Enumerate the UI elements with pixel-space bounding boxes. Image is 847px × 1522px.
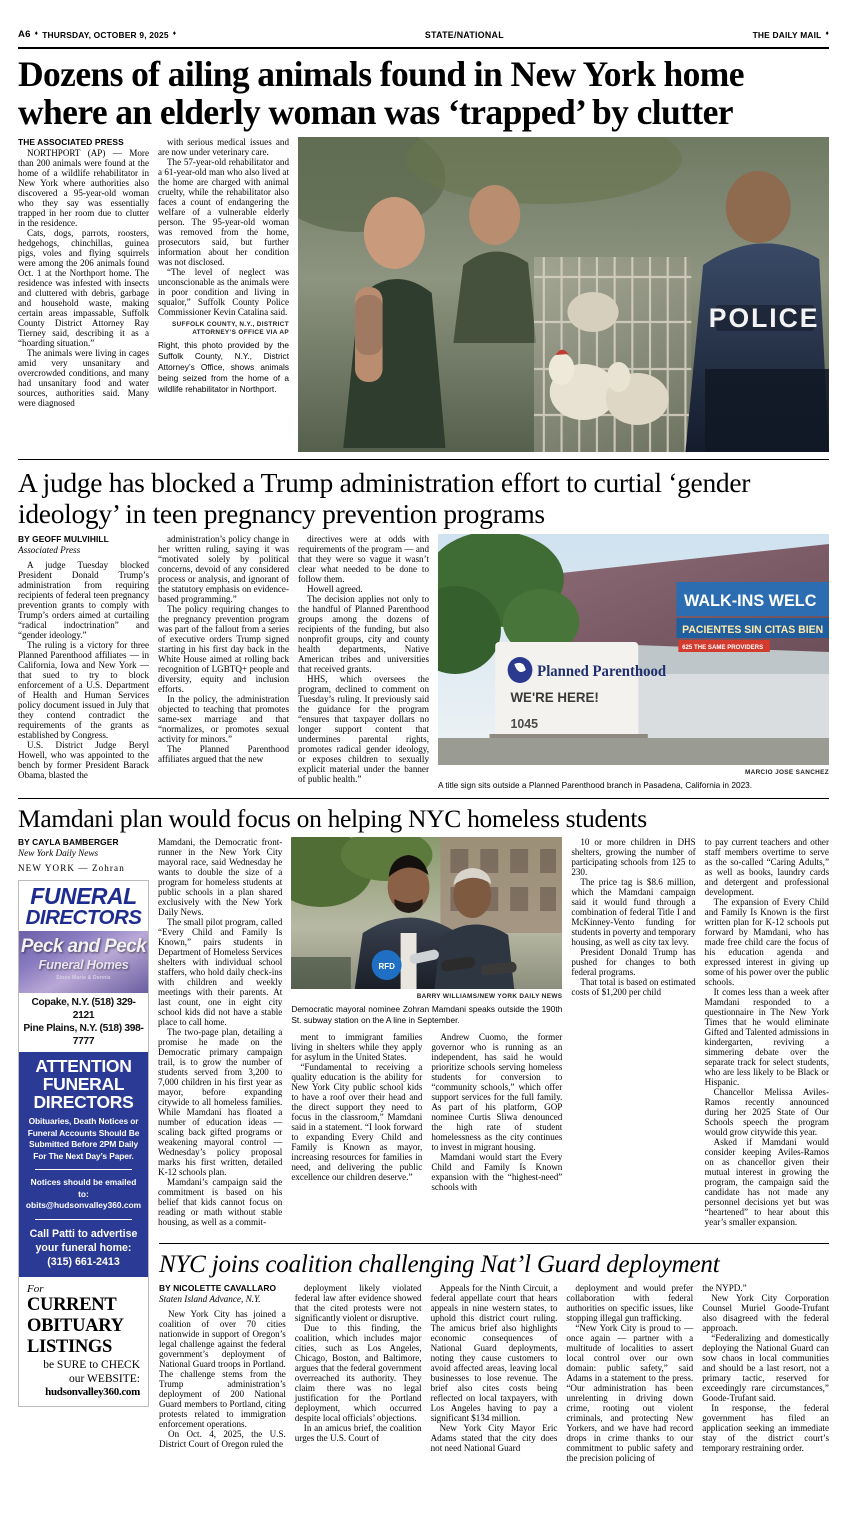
article3-source: New York Daily News bbox=[18, 848, 99, 859]
article3-column-3 bbox=[291, 1032, 422, 1192]
svg-text:RFD: RFD bbox=[378, 962, 396, 972]
paragraph: NEW YORK — Zohran bbox=[18, 863, 125, 874]
article4-separator bbox=[159, 1243, 829, 1244]
article4-column-5 bbox=[702, 1283, 829, 1463]
paragraph: A judge Tuesday blocked President Donald Trump’s administration from requiring recipients of federal teen pregnancy prevention grants to comply with Trump’s orders aimed at curtailing “radical indoctrination” and “gender ideology.” bbox=[18, 560, 149, 641]
article4-headline: NYC joins coalition challenging Nat’l Guard deployment bbox=[159, 1251, 720, 1278]
paragraph: HHS, which oversees the program, declined to comment on Tuesday’s ruling. It previously said the guidance for the program “ensures that taxpayer dollars no longer support content that undermines parental rights, promotes radical gender ideology, or exposes children to sexually explicit material under the banner of public health.” bbox=[298, 674, 429, 785]
paragraph: The Planned Parenthood affiliates argued that the new bbox=[158, 744, 289, 765]
article1-photo-credit: SUFFOLK COUNTY, N.Y., DISTRICT ATTORNEY’S OFFICE VIA AP bbox=[171, 321, 289, 337]
paragraph: “Fundamental to receiving a quality education is the ability for New York City public school kids to have a roof over their head and the direct support they need to focus in the classroom,” Mamdani said in a statement. “I look forward to expanding Every Child and Family is Known as mayor, increasing resources for families in need, and delivering the public excellence our children deserve.” bbox=[291, 1062, 423, 1183]
ad-attention-line3: DIRECTORS bbox=[33, 1091, 134, 1112]
paragraph: with serious medical issues and are now under veterinary care. bbox=[158, 137, 289, 158]
page-masthead bbox=[18, 0, 829, 45]
paragraph: ment to immigrant families living in shelters while they apply for asylum in the United States. bbox=[291, 1032, 423, 1063]
paragraph: The decision applies not only to the handful of Planned Parenthood groups among the dozens of recipients of the funding, but also nonprofit groups, city and county health departments, Native American tribes and universities that received grants. bbox=[298, 594, 429, 675]
paragraph: President Donald Trump has pushed for changes to both federal programs. bbox=[571, 947, 696, 978]
svg-text:1045: 1045 bbox=[510, 717, 539, 732]
paragraph: 10 or more children in DHS shelters, growing the number of participating schools from 125 to 230. bbox=[571, 837, 696, 878]
svg-text:625 THE SAME PROVIDERS: 625 THE SAME PROVIDERS bbox=[682, 644, 764, 652]
article4-source: Staten Island Advance, N.Y. bbox=[159, 1293, 261, 1304]
funeral-directors-ad[interactable] bbox=[18, 880, 149, 1407]
article1-headline: Dozens of ailing animals found in New York home where an elderly woman was ‘trapped’ by clutter bbox=[18, 54, 744, 132]
paragraph: The 57-year-old rehabilitator and a 61-year-old man who also lived at the home are charged with animal cruelty, while the rehabilitator also faces a count of endangering the welfare of a vulnerable elderly person. The 95-year-old woman was removed from the home, prosecutors said, but further information about her condition was not disclosed. bbox=[158, 157, 289, 268]
svg-text:WE'RE HERE!: WE'RE HERE! bbox=[510, 690, 599, 706]
paragraph: NORTHPORT (AP) — More than 200 animals were found at the home of a wildlife rehabilitator in New York where authorities also discovered a 95-year-old woman who they say was essentially trapped in her room due to clutter in the residence. bbox=[18, 148, 149, 229]
article1-separator bbox=[18, 459, 829, 460]
ad-obit-check2: our WEBSITE: bbox=[68, 1373, 140, 1386]
article4-column-2 bbox=[295, 1283, 422, 1463]
ad-funeral-title bbox=[19, 881, 148, 930]
article3-column-1 bbox=[18, 837, 149, 1407]
photo2-sign-walkins: WALK-INS WELC bbox=[684, 591, 817, 611]
article1-column-1 bbox=[18, 137, 149, 452]
paragraph: The small pilot program, called “Every Child and Family Is Known,” pairs students in Department of Homeless Services shelters with individual school staffers, who hold daily check-ins with children and weekly meetings with their parents. At last count, one in eight city school kids did not have a stable place to call home. bbox=[158, 917, 283, 1028]
ad-attention-sub: Obituaries, Death Notices or Funeral Accounts Should Be Submitted Before 2PM Daily For The Next Day’s Paper. bbox=[27, 1116, 140, 1161]
ad-phone-block[interactable] bbox=[19, 993, 148, 1052]
article1-caption: Right, this photo provided by the Suffolk County, N.Y., District Attorney’s Office, shows animals being seized from the home of a wildlife rehabilitator in Northport. bbox=[158, 340, 289, 395]
ad-funeral-line1: FUNERAL bbox=[30, 883, 137, 910]
article3-center-columns bbox=[291, 1032, 562, 1192]
paragraph: It comes less than a week after Mamdani responded to a questionnaire in The New York Times that he would eliminate Gifted and Talented admissions in kindergarten, reviving a simmering debate over the separate track for select students, who are less likely to be Black or Hispanic. bbox=[704, 987, 829, 1088]
svg-text:PACIENTES SIN CITAS BIEN: PACIENTES SIN CITAS BIEN bbox=[682, 624, 824, 637]
article1-photo-wrap bbox=[298, 137, 829, 452]
ad-email-address[interactable]: obits@hudsonvalley360.com bbox=[25, 1200, 142, 1211]
ad-email-label: Notices should be emailed to: bbox=[30, 1177, 137, 1199]
paragraph: Asked if Mamdani would consider keeping Aviles-Ramos on as chancellor given their mutual interest in growing the program, the campaign said the candidate has not made any personnel decisions yet but was “heartened” to hear about this year’s smaller expansion. bbox=[704, 1137, 829, 1228]
article4-wrap bbox=[159, 1243, 829, 1463]
article3-photo bbox=[291, 837, 562, 989]
paragraph: Appeals for the Ninth Circuit, a federal appellate court that hears appeals in nine western states, to uphold this district court ruling. The amicus brief also highlights economic consequences of National Guard deployments, noting they cause customers to avoid affected areas, leaving local businesses to lose revenue. The brief also cites costs being reflected on local taxpayers, with Los Angeles having to pay a significant $134 million. bbox=[430, 1282, 558, 1423]
paragraph: Mamdani would start the Every Child and Family Is Known expansion with the “highest-need” schools with bbox=[431, 1152, 563, 1193]
paragraph: The expansion of Every Child and Family Is Known is the first written plan for K-12 schools put forward by Mamdani, who has made free child care the focus of his education agenda and expressed interest in giving up some of his power over the public schools. bbox=[704, 897, 829, 988]
ad-divider bbox=[35, 1219, 132, 1220]
ad-obit-for: For bbox=[27, 1282, 44, 1295]
article4-body bbox=[159, 1283, 829, 1463]
article2-photo-credit: MARCIO JOSE SANCHEZ bbox=[744, 769, 829, 777]
ad-peck-name: Peck and Peck bbox=[20, 935, 147, 957]
diamond-icon: ♦ bbox=[825, 29, 829, 37]
article2-column-3 bbox=[298, 534, 429, 791]
paragraph: administration’s policy change in her written ruling, saying it was “motivated solely by political concerns, devoid of any considered process or analysis, and ignorant of the statutory emphasis on evidence-based programming.” bbox=[158, 534, 289, 605]
article2-photo bbox=[438, 534, 829, 765]
paragraph: “Federalizing and domestically deploying the National Guard can sow chaos in local communities and should be a last resort, not a primary tactic, reserved for exceedingly rare circumstances,” Goode-Trufant said. bbox=[702, 1332, 829, 1403]
article2-caption: A title sign sits outside a Planned Parenthood branch in Pasadena, California in 2023. bbox=[438, 780, 753, 791]
article4-column-4 bbox=[566, 1283, 693, 1463]
paragraph: In an amicus brief, the coalition urges the U.S. Court of bbox=[294, 1422, 422, 1443]
ad-obit-line3: LISTINGS bbox=[27, 1337, 113, 1358]
paragraph: deployment likely violated federal law after evidence showed that the cited protests were not significantly violent or disruptive. bbox=[294, 1282, 422, 1323]
paragraph: New York City Mayor Eric Adams stated that the city does not need National Guard bbox=[430, 1422, 558, 1453]
article2-column-1 bbox=[18, 534, 149, 791]
paragraph: New York City Corporation Counsel Muriel Goode-Trufant also disagreed with the federal approach. bbox=[702, 1292, 829, 1333]
article3-caption: Democratic mayoral nominee Zohran Mamdani speaks outside the 190th St. subway station on the A line in September. bbox=[291, 1004, 563, 1026]
section-title: STATE/NATIONAL bbox=[424, 29, 504, 40]
paragraph: The ruling is a victory for three Planned Parenthood affiliates — in California, Iowa and New York — that sued to try to block enforcement of a U.S. Department of Health and Human Services policy document issued in July that they contend contradict the requirements of the grants as established by Congress. bbox=[18, 640, 149, 741]
masthead-left bbox=[18, 29, 176, 40]
ad-obit-line1: CURRENT bbox=[27, 1294, 117, 1315]
article1-body bbox=[18, 137, 829, 452]
paragraph: The two-page plan, detailing a promise he made on the Democratic primary campaign trail, is to grow the number of students served from 3,200 to 7,000 children in his first year as mayor, before expanding citywide to all homeless families. While Mamdani has floated a number of education ideas — scaling back gifted programs or weakening mayoral control — Wednesday’s policy proposal marks his first written, detailed K-12 schools plan. bbox=[158, 1027, 283, 1178]
ad-peck-subtitle: Funeral Homes bbox=[38, 956, 129, 972]
article2-body bbox=[18, 534, 829, 791]
paragraph: Cats, dogs, parrots, roosters, hedgehogs, chinchillas, guinea pigs, voles and flying squirrels were among the 206 animals found Oct. 1 at the Northport home. The residence was infested with insects and cluttered with debris, garbage and household waste, making certain areas impassable, Suffolk County District Attorney Ray Tierney said, describing it as a “hoarding situation.” bbox=[18, 228, 149, 349]
peck-and-peck-banner bbox=[19, 931, 148, 993]
article3-headline: Mamdani plan would focus on helping NYC homeless students bbox=[18, 804, 647, 834]
paragraph: Mamdani’s campaign said the commitment is based on his belief that kids cannot focus on reading or math without stable housing, as well as a commit- bbox=[158, 1177, 283, 1228]
article2-source: Associated Press bbox=[18, 545, 81, 556]
article1-byline: THE ASSOCIATED PRESS bbox=[18, 137, 124, 148]
ad-obit-check1: be SURE to CHECK bbox=[43, 1359, 140, 1372]
paragraph: Mamdani, the Democratic front-runner in the New York City mayoral race, said Wednesday he wants to double the size of a program for homeless students at public schools in a plan shared exclusively with the New York Daily News. bbox=[158, 837, 283, 918]
article3-byline: BY CAYLA BAMBERGER bbox=[18, 837, 119, 848]
publication-name: THE DAILY MAIL bbox=[752, 29, 822, 40]
article3-photo-credit: BARRY WILLIAMS/NEW YORK DAILY NEWS bbox=[416, 993, 563, 1001]
masthead-date: THURSDAY, OCTOBER 9, 2025 bbox=[42, 29, 169, 40]
ad-divider bbox=[35, 1169, 132, 1170]
article1-column-2 bbox=[158, 137, 289, 452]
paragraph: directives were at odds with requirements of the program — and that they were so vague it wasn’t clear what needed to be done to follow them. bbox=[298, 534, 429, 585]
paragraph: In the policy, the administration objected to teaching that promotes same-sex marriage and that “normalizes, or promotes sexual activity for minors.” bbox=[158, 694, 289, 745]
masthead-rule bbox=[18, 47, 829, 49]
paragraph: the NYPD.” bbox=[702, 1282, 747, 1293]
article4-column-1 bbox=[159, 1283, 286, 1463]
page-number: A6 bbox=[18, 29, 31, 40]
paragraph: Andrew Cuomo, the former governor who is running as an independent, has said he would prioritize schools serving homeless students for conversion to “community schools,” which offer support services for the full family. As part of his platform, GOP nominee Curtis Sliwa denounced the high rate of student homelessness as the city continues to invest in migrant housing. bbox=[431, 1032, 563, 1153]
article2-byline: BY GEOFF MULVIHILL bbox=[18, 534, 109, 545]
ad-attention-line1: ATTENTION bbox=[35, 1055, 132, 1076]
paragraph: On Oct. 4, 2025, the U.S. District Court of Oregon ruled the bbox=[159, 1428, 286, 1449]
article3-column-4 bbox=[431, 1032, 562, 1192]
article2-headline: A judge has blocked a Trump administration effort to curtial ‘gender ideology’ in teen pregnancy prevention programs bbox=[18, 467, 751, 530]
svg-text:Planned Parenthood: Planned Parenthood bbox=[537, 664, 667, 681]
article4-column-3 bbox=[431, 1283, 558, 1463]
paragraph: The animals were living in cages amid very unsanitary and overcrowded conditions, and many had unsanitary food and water sources, authorities said. Many were diagnosed bbox=[18, 348, 149, 409]
paragraph: The policy requiring changes to the pregnancy prevention program was part of the fallout from a series of executive orders Trump signed starting in his first day back in the White House aimed at rolling back recognition of LGBTQ+ people and diversity, equity and inclusion efforts. bbox=[158, 604, 289, 695]
ad-phone-pineplains[interactable]: Pine Plains, N.Y. (518) 398-7777 bbox=[23, 1022, 144, 1047]
paragraph: New York City has joined a coalition of over 70 cities nationwide in support of Oregon’s legal challenge against the federal government’s deployment of National Guard troops in Portland. The challenge stems from the Trump administration’s deployment of 200 National Guard members to Portland, citing protests related to immigration enforcement operations. bbox=[159, 1308, 286, 1429]
ad-patti-line1: Call Patti to advertise bbox=[29, 1227, 138, 1240]
article2-column-2 bbox=[158, 534, 289, 791]
paragraph: Chancellor Melissa Aviles-Ramos recently announced during her 2025 State of Our Schools speech the program would grow citywide this year. bbox=[704, 1087, 829, 1138]
ad-obituary-block bbox=[19, 1277, 148, 1407]
diamond-icon: ♦ bbox=[172, 29, 177, 37]
paragraph: The price tag is $8.6 million, which the Mamdani campaign said it would fund through a combination of federal Title I and McKinney-Vento funding for students in poverty and temporary housing, as well as city tax levy. bbox=[571, 877, 696, 948]
ad-peck-tagline: Since Marie & Dennis bbox=[56, 974, 111, 981]
paragraph: “New York City is proud to — once again — partner with a multitude of localities to assert local control over our own domain: public safety,” said Adams in a statement to the press. “Our administration has been unrelenting in driving down crime, rooting out violent criminals, and protecting New Yorkers, and we have had record drops in crime thanks to our commitment to public safety and the precision policing of bbox=[566, 1322, 694, 1463]
article1-photo bbox=[298, 137, 829, 452]
masthead-right bbox=[753, 30, 829, 40]
article2-photo-wrap bbox=[438, 534, 829, 791]
paragraph: to pay current teachers and other staff members overtime to serve as the so-called “Caring Adults,” as well as books, laundry cards and detergent and professional development. bbox=[704, 837, 829, 898]
paragraph: Howell agreed. bbox=[307, 584, 363, 595]
ad-patti-phone[interactable]: (315) 661-2413 bbox=[47, 1255, 120, 1268]
ad-obit-line2: OBITUARY bbox=[27, 1315, 124, 1336]
ad-attention-line2: FUNERAL bbox=[42, 1073, 125, 1094]
ad-funeral-line2: DIRECTORS bbox=[25, 905, 142, 929]
article4-byline: BY NICOLETTE CAVALLARO bbox=[159, 1282, 277, 1293]
article2-separator bbox=[18, 798, 829, 799]
paragraph: That total is based on estimated costs of $1,200 per child bbox=[571, 977, 696, 998]
ad-attention-block bbox=[19, 1052, 148, 1277]
diamond-icon: ♦ bbox=[34, 29, 39, 37]
paragraph: deployment and would prefer collaboration with federal authorities on specific issues, like stopping illegal gun trafficking. bbox=[566, 1282, 694, 1323]
paragraph: In response, the federal government has filed an application seeking an immediate stay of the district court’s temporary restraining order. bbox=[702, 1402, 829, 1453]
paragraph: U.S. District Judge Beryl Howell, who was appointed to the bench by former President Barack Obama, blasted the bbox=[18, 740, 149, 781]
ad-phone-copake[interactable]: Copake, N.Y. (518) 329-2121 bbox=[31, 996, 136, 1021]
svg-text:POLICE: POLICE bbox=[708, 303, 820, 334]
paragraph: Due to this finding, the coalition, which includes major cities, such as Los Angeles, Chicago, Boston, and Baltimore, argues that the federal government overreached its authority. They claim there was no legal justification for the Portland deployment, which occurred despite local officials’ objections. bbox=[294, 1322, 422, 1423]
ad-obit-website[interactable]: hudsonvalley360.com bbox=[45, 1386, 140, 1399]
ad-patti-line2: your funeral home: bbox=[35, 1241, 132, 1254]
paragraph: “The level of neglect was unconscionable as the animals were in poor condition and living in squalor,” Suffolk County Police Commissioner Kevin Catalina said. bbox=[158, 267, 289, 318]
